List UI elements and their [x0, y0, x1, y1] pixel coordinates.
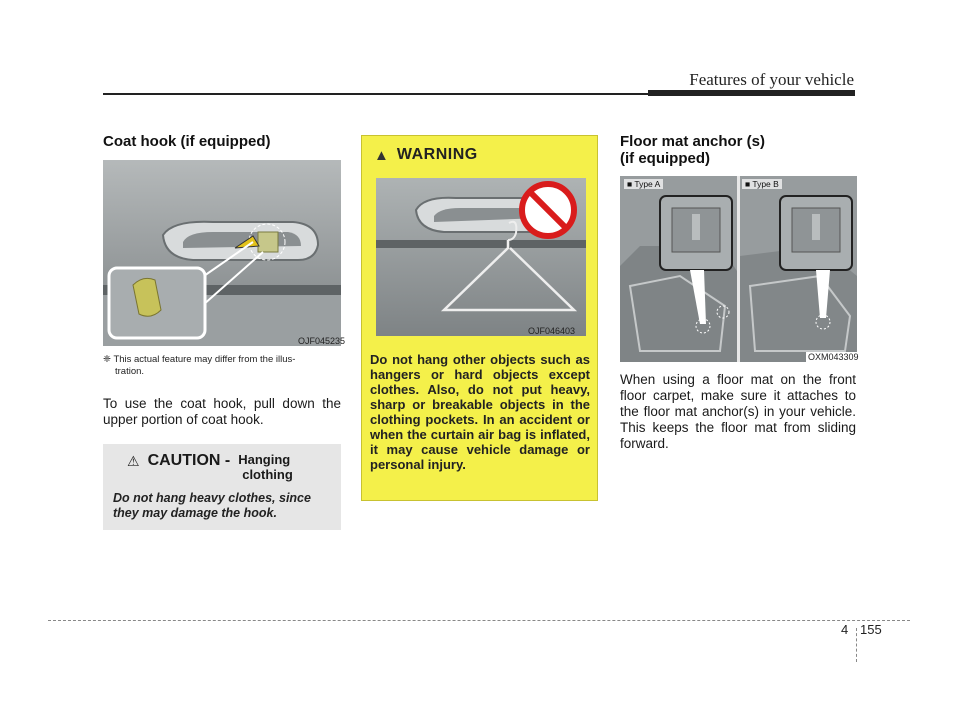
footer-rule [48, 620, 910, 621]
floor-mat-title [620, 133, 765, 167]
warning-header [374, 146, 478, 164]
caution-label: CAUTION - [147, 452, 231, 469]
warning-label: WARNING [396, 146, 478, 163]
coat-hook-title: Coat hook (if equipped) [103, 133, 271, 150]
caution-subject [238, 452, 293, 482]
warning-photo-code: OJF046403 [528, 326, 576, 336]
note-text-line1: This actual feature may differ from the illus- [113, 354, 296, 365]
warning-body: Do not hang other objects such as hangers or hard objects except clothes. Also, do not put heavy, sharp or breakable objects in the clothing pockets. In an accident or when the curtain air bag is inflated, it may cause vehicle damage or personal injury. [370, 352, 590, 472]
floor-mat-title-line2: (if equipped) [620, 150, 710, 167]
page-number: 155 [860, 622, 882, 637]
warning-triangle-icon: ⚠ [127, 453, 140, 469]
page-header-title: Features of your vehicle [689, 70, 854, 89]
floor-mat-photo-code: OXM043309 [808, 352, 859, 362]
coat-hook-illustration [103, 160, 341, 346]
floor-mat-body: When using a floor mat on the front floor carpet, make sure it attaches to the floor mat anchor(s) in your vehicle. This keeps the floor mat from sliding forward. [620, 372, 856, 451]
warning-triangle-icon: ▲ [374, 146, 389, 164]
coat-hook-photo-code: OJF045235 [298, 336, 346, 346]
caution-header [113, 452, 331, 482]
coat-hook-body: To use the coat hook, pull down the upper portion of coat hook. [103, 396, 341, 427]
warning-photo [376, 178, 586, 336]
footer-divider [856, 628, 857, 662]
floor-mat-title-line1: Floor mat anchor (s) [620, 133, 766, 150]
caution-body: Do not hang heavy clothes, since they may damage the hook. [113, 491, 311, 520]
note-text-line2: tration. [115, 366, 145, 377]
type-b-label: ■ Type B [742, 179, 782, 189]
chapter-number: 4 [841, 622, 849, 637]
coat-hook-photo [103, 160, 341, 346]
header-rule-accent [648, 90, 855, 96]
floor-mat-photo [620, 176, 857, 362]
caution-box [103, 444, 341, 530]
note-symbol: ❈ [103, 354, 111, 365]
caution-subject-line2: clothing [242, 467, 293, 482]
hanger-illustration [376, 178, 586, 336]
floor-mat-illustration [620, 176, 857, 362]
warning-box [361, 135, 598, 501]
illustration-note [103, 354, 341, 378]
caution-subject-line1: Hanging [238, 452, 291, 467]
type-a-label: ■ Type A [624, 179, 663, 189]
